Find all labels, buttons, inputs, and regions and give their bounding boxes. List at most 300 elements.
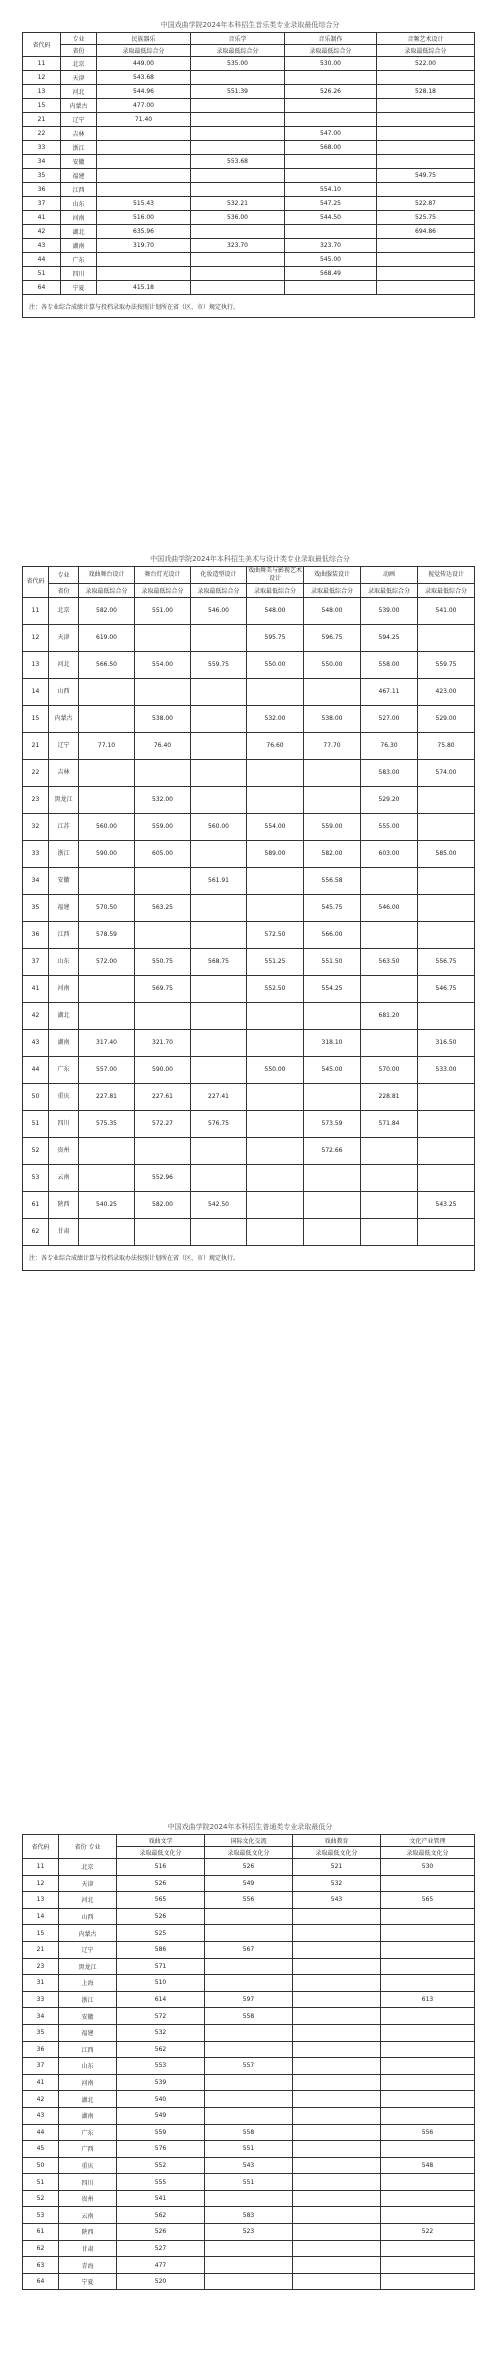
score-cell: 533.00 — [418, 1056, 475, 1083]
score-cell — [79, 1002, 135, 1029]
province-cell: 重庆 — [59, 2157, 117, 2174]
province-code-cell: 37 — [23, 197, 61, 211]
province-code-cell: 12 — [23, 624, 49, 651]
major-header: 音乐学 — [191, 33, 285, 45]
province-code-cell: 50 — [23, 1083, 49, 1110]
sub-header: 录取最低综合分 — [304, 583, 361, 597]
province-cell: 浙江 — [61, 141, 97, 155]
score-cell: 530.00 — [285, 57, 377, 71]
score-cell — [205, 1925, 293, 1942]
province-cell: 上海 — [59, 1975, 117, 1992]
score-cell: 549 — [117, 2107, 205, 2124]
province-code-cell: 51 — [23, 2174, 59, 2191]
col-header-code: 省代码 — [23, 1835, 59, 1859]
province-cell: 陕西 — [49, 1191, 79, 1218]
music-section — [0, 18, 500, 318]
table-row — [23, 267, 475, 281]
score-cell: 572.00 — [79, 948, 135, 975]
score-cell: 559.75 — [191, 651, 247, 678]
table-row — [23, 1925, 475, 1942]
table-row — [23, 867, 475, 894]
table-row — [23, 1110, 475, 1137]
province-cell: 宁夏 — [59, 2273, 117, 2290]
province-cell: 黑龙江 — [59, 1958, 117, 1975]
province-code-cell: 34 — [23, 2008, 59, 2025]
score-cell — [247, 867, 304, 894]
table-row — [23, 597, 475, 624]
score-cell — [191, 705, 247, 732]
score-cell: 539 — [117, 2074, 205, 2091]
province-code-cell: 42 — [23, 2091, 59, 2108]
score-cell — [191, 253, 285, 267]
score-cell — [293, 1941, 381, 1958]
score-cell: 571 — [117, 1958, 205, 1975]
score-cell — [247, 1029, 304, 1056]
table-row — [23, 1908, 475, 1925]
province-cell: 云南 — [49, 1164, 79, 1191]
table-row — [23, 1002, 475, 1029]
score-cell — [247, 678, 304, 705]
province-cell: 广东 — [59, 2124, 117, 2141]
score-cell: 566.00 — [304, 921, 361, 948]
province-code-cell: 44 — [23, 2124, 59, 2141]
table-row — [23, 225, 475, 239]
province-cell: 天津 — [61, 71, 97, 85]
province-cell: 江苏 — [49, 813, 79, 840]
score-cell — [293, 2141, 381, 2158]
subheader-row — [23, 45, 475, 57]
score-cell — [293, 2041, 381, 2058]
major-header: 戏曲舞美与影视艺术设计 — [247, 567, 302, 582]
province-code-cell: 13 — [23, 651, 49, 678]
table-row — [23, 705, 475, 732]
province-code-cell: 37 — [23, 2058, 59, 2075]
score-cell: 521 — [293, 1859, 381, 1876]
header-row — [23, 1835, 475, 1847]
score-cell: 556 — [205, 1892, 293, 1909]
score-cell: 539.00 — [361, 597, 418, 624]
score-cell: 568.00 — [285, 141, 377, 155]
province-cell: 辽宁 — [59, 1941, 117, 1958]
score-cell: 572.50 — [247, 921, 304, 948]
province-code-cell: 61 — [23, 1191, 49, 1218]
score-cell: 76.40 — [135, 732, 191, 759]
table-row — [23, 1941, 475, 1958]
score-cell: 554.00 — [135, 651, 191, 678]
major-header: 国际文化交流 — [205, 1835, 293, 1847]
score-cell: 525.75 — [377, 211, 475, 225]
province-code-cell: 42 — [23, 1002, 49, 1029]
score-cell — [135, 1002, 191, 1029]
score-cell — [191, 921, 247, 948]
province-cell: 河北 — [59, 1892, 117, 1909]
table-row — [23, 2257, 475, 2274]
table-row — [23, 2124, 475, 2141]
table-row — [23, 2190, 475, 2207]
score-cell — [381, 1975, 475, 1992]
province-cell: 福建 — [61, 169, 97, 183]
score-cell: 538.00 — [135, 705, 191, 732]
table-row — [23, 1137, 475, 1164]
score-cell: 572 — [117, 2008, 205, 2025]
score-cell — [191, 1029, 247, 1056]
province-cell: 山东 — [49, 948, 79, 975]
score-cell: 681.20 — [361, 1002, 418, 1029]
table-row — [23, 1991, 475, 2008]
score-cell — [205, 2190, 293, 2207]
province-cell: 四川 — [61, 267, 97, 281]
score-cell — [285, 155, 377, 169]
art-design-section — [0, 552, 500, 1271]
table-row — [23, 975, 475, 1002]
score-cell: 574.00 — [418, 759, 475, 786]
score-cell: 532 — [117, 2024, 205, 2041]
score-cell — [377, 113, 475, 127]
province-code-cell: 14 — [23, 1908, 59, 1925]
province-code-cell: 35 — [23, 169, 61, 183]
score-cell — [293, 2058, 381, 2075]
score-cell — [79, 1137, 135, 1164]
score-cell — [304, 1002, 361, 1029]
score-cell — [191, 840, 247, 867]
province-code-cell: 52 — [23, 2190, 59, 2207]
score-cell — [361, 1164, 418, 1191]
score-cell: 317.40 — [79, 1029, 135, 1056]
score-cell: 77.10 — [79, 732, 135, 759]
score-cell: 555 — [117, 2174, 205, 2191]
score-cell — [293, 2190, 381, 2207]
table-row — [23, 1859, 475, 1876]
score-cell: 565 — [117, 1892, 205, 1909]
table-row — [23, 678, 475, 705]
score-cell: 520 — [117, 2273, 205, 2290]
score-cell: 477 — [117, 2257, 205, 2274]
score-cell: 560.00 — [79, 813, 135, 840]
province-cell: 内蒙古 — [59, 1925, 117, 1942]
table-row — [23, 1975, 475, 1992]
score-cell — [247, 1083, 304, 1110]
score-cell — [97, 253, 191, 267]
score-cell: 546.00 — [191, 597, 247, 624]
score-cell: 551 — [205, 2141, 293, 2158]
score-cell — [191, 127, 285, 141]
province-cell: 北京 — [49, 597, 79, 624]
score-cell — [377, 141, 475, 155]
score-cell: 541 — [117, 2190, 205, 2207]
province-cell: 辽宁 — [61, 113, 97, 127]
score-cell: 594.25 — [361, 624, 418, 651]
score-cell — [377, 281, 475, 295]
sub-header: 录取最低文化分 — [381, 1847, 475, 1859]
province-cell: 青海 — [59, 2257, 117, 2274]
score-cell: 566.50 — [79, 651, 135, 678]
score-cell — [247, 1218, 304, 1245]
score-cell — [381, 2190, 475, 2207]
note-row — [23, 1245, 475, 1270]
table-row — [23, 1056, 475, 1083]
table-row — [23, 2107, 475, 2124]
score-cell: 553 — [117, 2058, 205, 2075]
table-row — [23, 1892, 475, 1909]
score-cell — [205, 2107, 293, 2124]
score-cell: 614 — [117, 1991, 205, 2008]
music-table-title: 中国戏曲学院2024年本科招生音乐类专业录取最低综合分 — [160, 21, 340, 29]
score-cell — [293, 2224, 381, 2241]
score-cell: 543.25 — [418, 1191, 475, 1218]
score-cell — [381, 2240, 475, 2257]
province-cell: 北京 — [59, 1859, 117, 1876]
score-cell — [191, 1164, 247, 1191]
province-cell: 四川 — [59, 2174, 117, 2191]
major-header: 动画 — [361, 567, 418, 584]
score-cell: 694.86 — [377, 225, 475, 239]
province-label: 省份 — [74, 1844, 87, 1851]
score-cell: 582.00 — [304, 840, 361, 867]
table-row — [23, 840, 475, 867]
province-cell: 江西 — [49, 921, 79, 948]
score-cell: 318.10 — [304, 1029, 361, 1056]
province-cell: 安徽 — [49, 867, 79, 894]
score-cell: 76.30 — [361, 732, 418, 759]
score-cell: 549 — [205, 1875, 293, 1892]
province-code-cell: 35 — [23, 894, 49, 921]
score-cell: 550.00 — [247, 651, 304, 678]
sub-header: 录取最低文化分 — [205, 1847, 293, 1859]
score-cell: 543.68 — [97, 71, 191, 85]
score-cell: 556.58 — [304, 867, 361, 894]
table-row — [23, 155, 475, 169]
score-cell — [381, 2074, 475, 2091]
province-cell: 吉林 — [49, 759, 79, 786]
score-cell: 526 — [117, 1875, 205, 1892]
province-cell: 湖北 — [49, 1002, 79, 1029]
score-cell — [361, 975, 418, 1002]
score-cell — [205, 2024, 293, 2041]
province-cell: 山东 — [59, 2058, 117, 2075]
province-code-cell: 11 — [23, 597, 49, 624]
province-code-cell: 63 — [23, 2257, 59, 2274]
table-row — [23, 1083, 475, 1110]
score-cell: 576.75 — [191, 1110, 247, 1137]
province-code-cell: 22 — [23, 759, 49, 786]
score-cell — [247, 1191, 304, 1218]
province-cell: 湖北 — [61, 225, 97, 239]
score-cell — [361, 1137, 418, 1164]
sub-header: 录取最低综合分 — [191, 45, 285, 57]
score-cell: 526 — [117, 1908, 205, 1925]
score-cell — [79, 678, 135, 705]
province-code-cell: 13 — [23, 1892, 59, 1909]
table-row — [23, 2240, 475, 2257]
score-cell: 546.00 — [361, 894, 418, 921]
note-text: 注：各专业综合成绩计算与投档录取办法按照计划所在省（区、市）规定执行。 — [23, 295, 475, 318]
score-cell: 523 — [205, 2224, 293, 2241]
score-cell — [285, 99, 377, 113]
score-cell — [293, 2240, 381, 2257]
art-score-table — [22, 566, 475, 1271]
province-code-cell: 45 — [23, 2141, 59, 2158]
table-row — [23, 2207, 475, 2224]
province-code-cell: 14 — [23, 678, 49, 705]
score-cell: 227.61 — [135, 1083, 191, 1110]
province-code-cell: 43 — [23, 1029, 49, 1056]
score-cell — [304, 678, 361, 705]
score-cell — [191, 183, 285, 197]
province-cell: 天津 — [59, 1875, 117, 1892]
score-cell: 557.00 — [79, 1056, 135, 1083]
score-cell — [418, 624, 475, 651]
score-cell — [377, 239, 475, 253]
province-cell: 宁夏 — [61, 281, 97, 295]
score-cell — [418, 786, 475, 813]
table-row — [23, 141, 475, 155]
score-cell: 526 — [205, 1859, 293, 1876]
table-row — [23, 1191, 475, 1218]
province-code-cell: 31 — [23, 1975, 59, 1992]
province-code-cell: 34 — [23, 867, 49, 894]
province-cell: 贵州 — [49, 1137, 79, 1164]
table-row — [23, 2008, 475, 2025]
score-cell — [381, 2273, 475, 2290]
score-cell: 563.50 — [361, 948, 418, 975]
score-cell — [191, 267, 285, 281]
score-cell: 547.25 — [285, 197, 377, 211]
score-cell — [191, 1056, 247, 1083]
score-cell: 562 — [117, 2041, 205, 2058]
score-cell — [247, 759, 304, 786]
province-code-cell: 35 — [23, 2024, 59, 2041]
score-cell: 526 — [117, 2224, 205, 2241]
sub-header: 录取最低文化分 — [117, 1847, 205, 1859]
score-cell — [381, 2058, 475, 2075]
score-cell: 545.00 — [285, 253, 377, 267]
score-cell: 515.43 — [97, 197, 191, 211]
province-cell: 陕西 — [59, 2224, 117, 2241]
general-table-title: 中国戏曲学院2024年本科招生普通类专业录取最低分 — [167, 1823, 333, 1831]
score-cell — [285, 169, 377, 183]
score-cell: 578.59 — [79, 921, 135, 948]
score-cell — [293, 1958, 381, 1975]
score-cell — [247, 786, 304, 813]
score-cell — [79, 759, 135, 786]
province-cell: 广东 — [49, 1056, 79, 1083]
score-cell: 552 — [117, 2157, 205, 2174]
province-cell: 湖南 — [59, 2107, 117, 2124]
score-cell — [377, 99, 475, 113]
score-cell — [97, 141, 191, 155]
score-cell — [381, 2024, 475, 2041]
score-cell — [304, 1083, 361, 1110]
score-cell: 540 — [117, 2091, 205, 2108]
score-cell — [191, 678, 247, 705]
score-cell — [293, 1991, 381, 2008]
score-cell: 228.81 — [361, 1083, 418, 1110]
score-cell: 71.40 — [97, 113, 191, 127]
score-cell: 556.75 — [418, 948, 475, 975]
score-cell — [135, 1137, 191, 1164]
score-cell: 548.00 — [247, 597, 304, 624]
score-cell: 535.00 — [191, 57, 285, 71]
col-header-province: 省份 — [49, 583, 79, 597]
score-cell: 596.75 — [304, 624, 361, 651]
score-cell — [191, 894, 247, 921]
score-cell — [293, 2174, 381, 2191]
score-cell: 543 — [293, 1892, 381, 1909]
score-cell — [293, 2008, 381, 2025]
score-cell — [293, 2091, 381, 2108]
music-table-body — [23, 57, 475, 295]
major-header: 音频艺术设计 — [377, 33, 475, 45]
major-header: 戏曲教育 — [293, 1835, 381, 1847]
score-cell: 582.00 — [135, 1191, 191, 1218]
table-row — [23, 2074, 475, 2091]
table-row — [23, 2273, 475, 2290]
major-header: 戏曲舞台设计 — [79, 567, 135, 584]
score-cell — [191, 141, 285, 155]
score-cell: 576 — [117, 2141, 205, 2158]
general-section — [0, 1820, 500, 2290]
score-cell — [381, 2107, 475, 2124]
score-cell — [191, 225, 285, 239]
province-code-cell: 21 — [23, 113, 61, 127]
score-cell: 522.00 — [377, 57, 475, 71]
score-cell — [293, 1908, 381, 1925]
score-cell: 565 — [381, 1892, 475, 1909]
score-cell — [381, 2041, 475, 2058]
province-cell: 福建 — [59, 2024, 117, 2041]
score-cell — [381, 2141, 475, 2158]
score-cell — [381, 1925, 475, 1942]
score-cell: 556 — [381, 2124, 475, 2141]
score-cell — [418, 1218, 475, 1245]
score-cell: 529.20 — [361, 786, 418, 813]
art-table-title: 中国戏曲学院2024年本科招生美术与设计类专业录取最低综合分 — [150, 555, 350, 563]
province-cell: 广东 — [61, 253, 97, 267]
score-cell: 603.00 — [361, 840, 418, 867]
sub-header: 录取最低综合分 — [135, 583, 191, 597]
score-cell — [191, 281, 285, 295]
score-cell — [381, 1958, 475, 1975]
header-row — [23, 567, 475, 584]
province-code-cell: 51 — [23, 1110, 49, 1137]
score-cell — [247, 894, 304, 921]
score-cell: 567 — [205, 1941, 293, 1958]
score-cell — [304, 786, 361, 813]
score-cell: 467.11 — [361, 678, 418, 705]
score-cell: 571.84 — [361, 1110, 418, 1137]
province-cell: 山西 — [49, 678, 79, 705]
province-code-cell: 64 — [23, 281, 61, 295]
table-row — [23, 57, 475, 71]
score-cell — [285, 225, 377, 239]
province-code-cell: 23 — [23, 786, 49, 813]
table-row — [23, 2024, 475, 2041]
score-cell — [293, 2273, 381, 2290]
table-row — [23, 2058, 475, 2075]
score-cell: 559.00 — [135, 813, 191, 840]
major-header: 音乐制作 — [285, 33, 377, 45]
province-code-cell: 53 — [23, 1164, 49, 1191]
score-cell — [418, 1164, 475, 1191]
score-cell: 559.75 — [418, 651, 475, 678]
score-cell — [135, 759, 191, 786]
score-cell — [304, 1164, 361, 1191]
province-cell: 贵州 — [59, 2190, 117, 2207]
table-row — [23, 1029, 475, 1056]
table-row — [23, 71, 475, 85]
score-cell: 323.70 — [191, 239, 285, 253]
score-cell — [135, 678, 191, 705]
